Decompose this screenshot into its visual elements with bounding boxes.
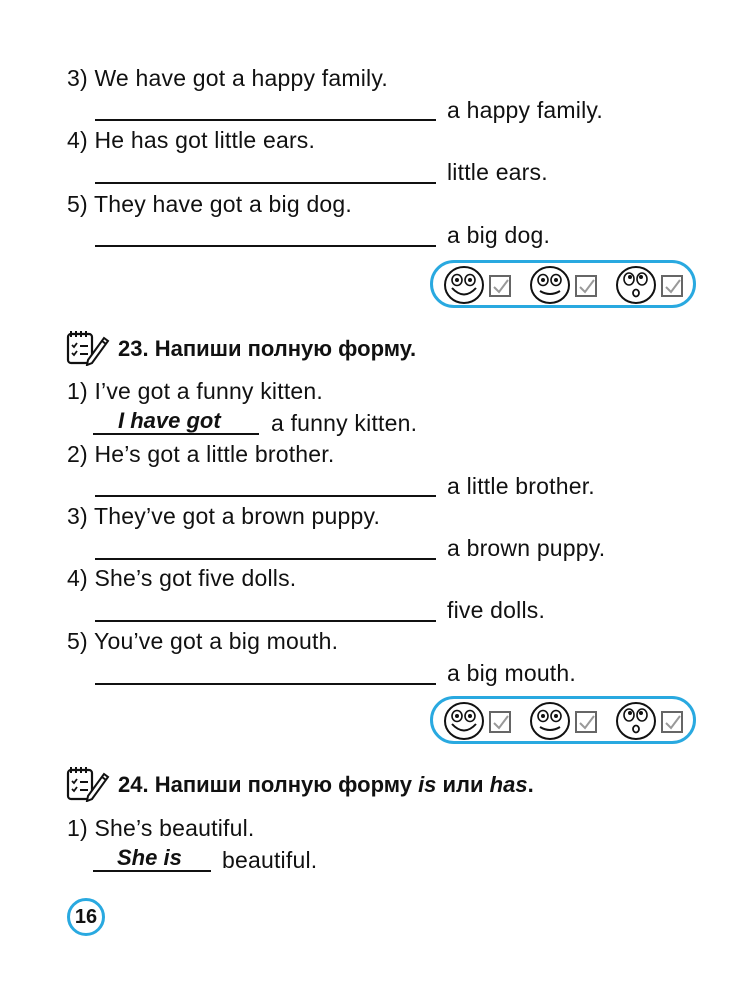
item-tail: little ears. xyxy=(447,159,548,185)
checkbox[interactable] xyxy=(489,275,511,297)
checkbox[interactable] xyxy=(575,711,597,733)
item-prompt: 3) They’ve got a brown puppy. xyxy=(67,503,381,529)
item-tail: beautiful. xyxy=(222,847,318,873)
smiling-face-icon xyxy=(529,265,571,305)
happy-face-icon xyxy=(443,701,485,741)
item-tail: a big mouth. xyxy=(447,660,576,686)
answer-blank[interactable] xyxy=(95,245,436,247)
pencil-notepad-icon xyxy=(66,766,110,802)
surprised-face-icon xyxy=(615,701,657,741)
self-rating-box xyxy=(430,696,696,744)
item-prompt: 5) You’ve got a big mouth. xyxy=(67,628,339,654)
item-tail: a big dog. xyxy=(447,222,551,248)
item-prompt: 3) We have got a happy family. xyxy=(67,65,388,91)
task-24-heading xyxy=(118,772,534,798)
answer-blank[interactable] xyxy=(95,683,436,685)
task-24-title-start: 24. Напиши полную форму xyxy=(118,772,419,797)
example-answer: She is xyxy=(117,845,182,870)
item-prompt: 4) He has got little ears. xyxy=(67,127,316,153)
item-tail: a little brother. xyxy=(447,473,595,499)
answer-blank[interactable] xyxy=(95,558,436,560)
task-24-title-is: is xyxy=(418,772,437,797)
task-23-heading: 23. Напиши полную форму. xyxy=(118,336,417,361)
surprised-face-icon xyxy=(615,265,657,305)
checkbox[interactable] xyxy=(661,711,683,733)
page-number: 16 xyxy=(67,898,105,936)
checkbox[interactable] xyxy=(489,711,511,733)
task-24-title-mid: или xyxy=(436,772,490,797)
example-answer: I have got xyxy=(118,408,221,433)
pencil-notepad-icon xyxy=(66,330,110,366)
answer-blank[interactable] xyxy=(95,620,436,622)
smiling-face-icon xyxy=(529,701,571,741)
item-prompt: 5) They have got a big dog. xyxy=(67,191,353,217)
item-tail: five dolls. xyxy=(447,597,546,623)
checkbox[interactable] xyxy=(575,275,597,297)
item-prompt: 1) She’s beautiful. xyxy=(67,815,255,841)
item-tail: a brown puppy. xyxy=(447,535,606,561)
answer-blank[interactable] xyxy=(95,495,436,497)
item-tail: a funny kitten. xyxy=(271,410,418,436)
answer-blank xyxy=(93,433,259,435)
answer-blank[interactable] xyxy=(95,182,436,184)
checkbox[interactable] xyxy=(661,275,683,297)
item-tail: a happy family. xyxy=(447,97,603,123)
item-prompt: 4) She’s got five dolls. xyxy=(67,565,297,591)
answer-blank[interactable] xyxy=(95,119,436,121)
happy-face-icon xyxy=(443,265,485,305)
item-prompt: 1) I’ve got a funny kitten. xyxy=(67,378,323,404)
self-rating-box xyxy=(430,260,696,308)
task-24-title-has: has xyxy=(489,772,528,797)
item-prompt: 2) He’s got a little brother. xyxy=(67,441,335,467)
answer-blank xyxy=(93,870,211,872)
task-24-title-end: . xyxy=(527,772,534,797)
